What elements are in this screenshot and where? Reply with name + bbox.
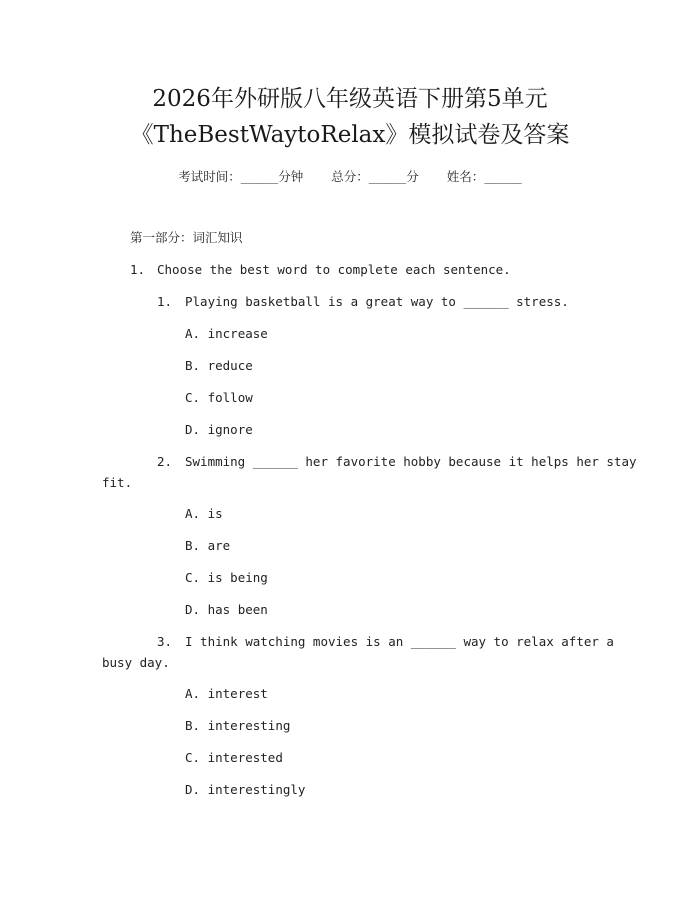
option-item xyxy=(185,537,230,555)
option-text: interestingly xyxy=(207,782,306,797)
option-text: are xyxy=(207,538,231,553)
option-text: interesting xyxy=(207,718,291,733)
instruction-number: 1. xyxy=(130,262,146,277)
total-score-label: 总分：______分 xyxy=(331,169,419,184)
option-text: follow xyxy=(207,390,253,405)
option-text: is xyxy=(207,506,223,521)
option-text: ignore xyxy=(207,422,253,437)
option-item xyxy=(185,389,253,407)
option-item xyxy=(185,749,283,767)
exam-time-label: 考试时间：______分钟 xyxy=(178,169,304,184)
question-stem: I think watching movies is an ______ way to relax after a xyxy=(185,634,614,649)
document-title-line1: 2026年外研版八年级英语下册第5单元 xyxy=(152,86,548,112)
question-number: 3. xyxy=(157,634,173,649)
document-title-line2: 《TheBestWaytoRelax》模拟试卷及答案 xyxy=(130,122,570,148)
option-text: reduce xyxy=(207,358,253,373)
option-item xyxy=(185,505,223,523)
option-item xyxy=(185,357,253,375)
option-letter: D. xyxy=(185,782,201,797)
instruction-text: Choose the best word to complete each sentence. xyxy=(157,262,511,277)
option-text: has been xyxy=(207,602,268,617)
exam-info-line xyxy=(0,168,700,186)
option-item xyxy=(185,325,268,343)
option-letter: A. xyxy=(185,326,201,341)
option-item xyxy=(185,601,268,619)
option-item xyxy=(185,685,268,703)
question-stem: Playing basketball is a great way to ______ stress. xyxy=(185,294,569,309)
option-item xyxy=(185,717,290,735)
option-letter: B. xyxy=(185,358,201,373)
option-letter: D. xyxy=(185,602,201,617)
option-letter: C. xyxy=(185,570,201,585)
option-item xyxy=(185,781,305,799)
question-number: 1. xyxy=(157,294,173,309)
option-item xyxy=(185,569,268,587)
option-text: interest xyxy=(207,686,268,701)
option-text: interested xyxy=(207,750,283,765)
option-letter: A. xyxy=(185,686,201,701)
option-letter: C. xyxy=(185,390,201,405)
option-letter: B. xyxy=(185,538,201,553)
question-number: 2. xyxy=(157,454,173,469)
option-letter: A. xyxy=(185,506,201,521)
option-letter: D. xyxy=(185,422,201,437)
section-heading: 第一部分：词汇知识 xyxy=(130,230,243,245)
option-letter: C. xyxy=(185,750,201,765)
option-text: is being xyxy=(207,570,268,585)
question-stem-continuation: busy day. xyxy=(102,655,170,670)
question-stem-continuation: fit. xyxy=(102,475,133,490)
option-item xyxy=(185,421,253,439)
question-stem: Swimming ______ her favorite hobby because it helps her stay xyxy=(185,454,637,469)
name-label: 姓名：______ xyxy=(446,169,522,184)
option-text: increase xyxy=(207,326,268,341)
option-letter: B. xyxy=(185,718,201,733)
